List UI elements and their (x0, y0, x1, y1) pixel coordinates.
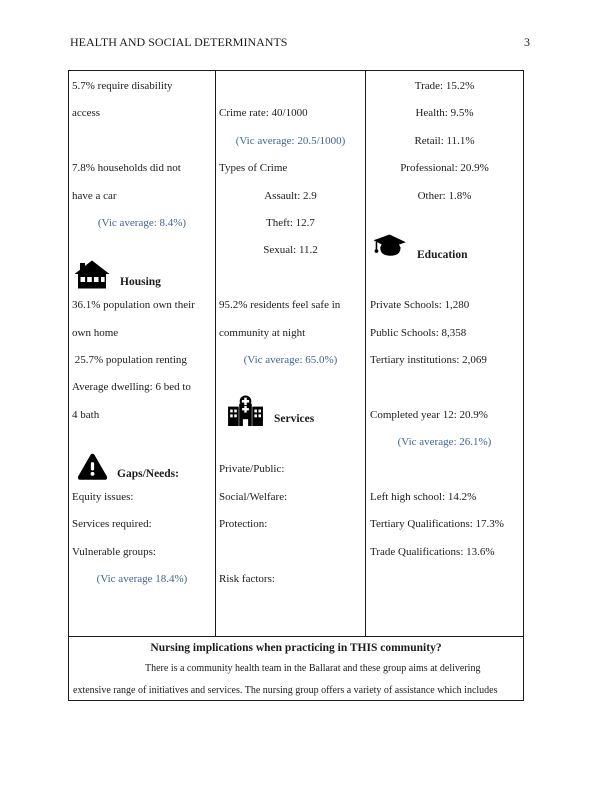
running-head-title: HEALTH AND SOCIAL DETERMINANTS (70, 35, 288, 49)
section-heading-line (219, 374, 362, 429)
cell-line: Tertiary institutions: 2,069 (370, 353, 487, 366)
section-heading-label: Education (417, 248, 468, 261)
cell-line (370, 456, 519, 483)
cell-line (219, 539, 362, 566)
warning-icon (78, 453, 107, 481)
cell-line: Private Schools: 1,280 (370, 299, 470, 312)
house-icon (74, 260, 110, 289)
cell-line: 7.8% households did not (72, 162, 181, 175)
cell-line (72, 128, 212, 155)
cell-line: 95.2% residents feel safe in (219, 299, 341, 312)
nursing-implications-heading: Nursing implications when practicing in THIS community? (150, 642, 442, 654)
cell-line: 36.1% population own their (72, 299, 195, 312)
cell-line (219, 73, 362, 100)
cell-line: Types of Crime (219, 162, 288, 175)
cell-line: Professional: 20.9% (400, 162, 489, 175)
column-crime-services (216, 71, 366, 636)
cell-line: Sexual: 11.2 (263, 244, 318, 257)
cell-line: 4 bath (72, 408, 100, 421)
section-heading-line (370, 210, 519, 265)
cell-line: Risk factors: (219, 573, 275, 586)
cell-line: (Vic average: 26.1%) (397, 436, 492, 449)
cell-line: Assault: 2.9 (264, 189, 317, 202)
cell-line (219, 429, 362, 456)
cell-line (370, 374, 519, 401)
column-employment-education (366, 71, 523, 636)
cell-line: Theft: 12.7 (266, 216, 315, 229)
hospital-icon (227, 395, 264, 426)
cell-line: Social/Welfare: (219, 490, 288, 503)
cell-line: Health: 9.5% (415, 107, 474, 120)
section-heading-label: Gaps/Needs: (117, 467, 179, 480)
nursing-paragraph-line-2: extensive range of initiatives and services. The nursing group offers a variety of assistance which includes (73, 684, 498, 696)
cell-line: community at night (219, 326, 306, 339)
cell-line: have a car (72, 189, 117, 202)
cell-line: Private/Public: (219, 463, 285, 476)
cell-line: Completed year 12: 20.9% (370, 408, 488, 421)
cell-line: Left high school: 14.2% (370, 490, 477, 503)
section-heading-label: Housing (120, 276, 161, 289)
cell-line: Services required: (72, 518, 152, 531)
cell-line: Crime rate: 40/1000 (219, 107, 308, 120)
gradcap-icon (372, 234, 407, 262)
cell-line (370, 265, 519, 292)
cell-line (219, 265, 362, 292)
page-number: 3 (524, 35, 530, 49)
table-body-row (69, 71, 523, 636)
cell-line: Protection: (219, 518, 268, 531)
cell-line: (Vic average: 8.4%) (97, 216, 187, 229)
cell-line: Retail: 11.1% (414, 134, 475, 147)
cell-line: 5.7% require disability (72, 80, 173, 92)
cell-line: Vulnerable groups: (72, 545, 156, 558)
cell-line: (Vic average 18.4%) (96, 573, 188, 586)
cell-line: Average dwelling: 6 bed to (72, 381, 191, 394)
running-head (70, 35, 530, 49)
determinants-table (68, 70, 524, 701)
cell-line: (Vic average: 65.0%) (243, 353, 338, 366)
cell-line: 25.7% population renting (72, 353, 187, 366)
cell-line: (Vic average: 20.5/1000) (235, 134, 346, 147)
cell-line: Trade: 15.2% (414, 80, 475, 92)
cell-line: Tertiary Qualifications: 17.3% (370, 518, 504, 531)
section-heading-label: Services (274, 413, 315, 426)
cell-line: access (72, 107, 101, 120)
section-heading-line (72, 429, 212, 484)
section-heading-line (72, 237, 212, 292)
cell-line: Public Schools: 8,358 (370, 326, 467, 339)
cell-line: Other: 1.8% (417, 189, 472, 202)
cell-line: Equity issues: (72, 490, 134, 503)
column-access-housing-gaps (69, 71, 216, 636)
cell-line: Trade Qualifications: 13.6% (370, 545, 495, 558)
nursing-implications-row (69, 636, 523, 700)
cell-line: own home (72, 326, 119, 339)
nursing-paragraph-line-1: There is a community health team in the Ballarat and these group aims at delivering (145, 663, 481, 674)
